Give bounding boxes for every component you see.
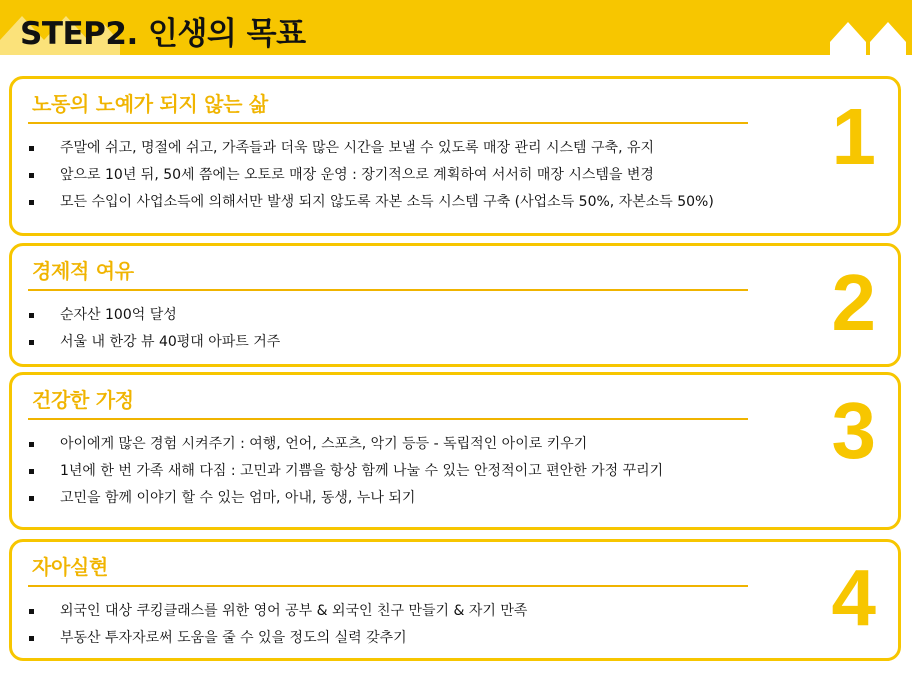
goal-section-3 bbox=[9, 372, 901, 530]
bullet-icon bbox=[29, 340, 34, 345]
section-divider bbox=[28, 418, 748, 420]
list-item bbox=[26, 625, 527, 652]
goal-list bbox=[26, 431, 663, 512]
section-title: 노동의 노예가 되지 않는 삶 bbox=[32, 92, 268, 116]
section-divider bbox=[28, 122, 748, 124]
section-divider bbox=[28, 585, 748, 587]
list-item bbox=[26, 485, 663, 512]
list-item-text: 아이에게 많은 경험 시켜주기 : 여행, 언어, 스포츠, 악기 등등 - 독립적인 아이로 키우기 bbox=[60, 436, 588, 452]
section-number: 2 bbox=[831, 258, 876, 347]
bullet-icon bbox=[29, 636, 34, 641]
section-number: 1 bbox=[831, 92, 876, 181]
goal-list bbox=[26, 302, 280, 356]
list-item bbox=[26, 189, 714, 216]
list-item bbox=[26, 162, 714, 189]
list-item-text: 서울 내 한강 뷰 40평대 아파트 거주 bbox=[60, 334, 281, 350]
list-item bbox=[26, 598, 527, 625]
bullet-icon bbox=[29, 146, 34, 151]
bullet-icon bbox=[29, 173, 34, 178]
list-item bbox=[26, 458, 663, 485]
goal-section-4 bbox=[9, 539, 901, 661]
list-item-text: 모든 수입이 사업소득에 의해서만 발생 되지 않도록 자본 소득 시스템 구축 (사업소득 50%, 자본소득 50%) bbox=[60, 194, 714, 210]
bullet-icon bbox=[29, 469, 34, 474]
list-item bbox=[26, 329, 280, 356]
list-item-text: 순자산 100억 달성 bbox=[60, 307, 177, 323]
section-divider bbox=[28, 289, 748, 291]
section-number: 3 bbox=[831, 386, 876, 475]
list-item bbox=[26, 431, 663, 458]
list-item-text: 외국인 대상 쿠킹클래스를 위한 영어 공부 & 외국인 친구 만들기 & 자기 만족 bbox=[60, 603, 528, 619]
section-title: 건강한 가정 bbox=[32, 388, 134, 412]
bullet-icon bbox=[29, 200, 34, 205]
list-item-text: 주말에 쉬고, 명절에 쉬고, 가족들과 더욱 많은 시간을 보낼 수 있도록 매장 관리 시스템 구축, 유지 bbox=[60, 140, 655, 156]
goal-list bbox=[26, 135, 714, 216]
list-item-text: 고민을 함께 이야기 할 수 있는 엄마, 아내, 동생, 누나 되기 bbox=[60, 490, 416, 506]
list-item-text: 앞으로 10년 뒤, 50세 쯤에는 오토로 매장 운영 : 장기적으로 계획하여 서서히 매장 시스템을 변경 bbox=[60, 167, 654, 183]
list-item bbox=[26, 302, 280, 329]
bullet-icon bbox=[29, 313, 34, 318]
header-bar bbox=[0, 0, 912, 55]
bullet-icon bbox=[29, 609, 34, 614]
section-title: 자아실현 bbox=[32, 555, 109, 579]
section-number: 4 bbox=[831, 553, 876, 642]
list-item-text: 1년에 한 번 가족 새해 다짐 : 고민과 기쁨을 항상 함께 나눌 수 있는 안정적이고 편안한 가정 꾸리기 bbox=[60, 463, 664, 479]
page-title: STEP2. 인생의 목표 bbox=[20, 16, 306, 52]
arrow-decoration-right-icon bbox=[826, 16, 912, 55]
list-item-text: 부동산 투자자로써 도움을 줄 수 있을 정도의 실력 갖추기 bbox=[60, 630, 407, 646]
bullet-icon bbox=[29, 442, 34, 447]
goal-list bbox=[26, 598, 527, 652]
goal-section-2 bbox=[9, 243, 901, 367]
list-item bbox=[26, 135, 714, 162]
section-title: 경제적 여유 bbox=[32, 259, 134, 283]
bullet-icon bbox=[29, 496, 34, 501]
goal-section-1 bbox=[9, 76, 901, 236]
